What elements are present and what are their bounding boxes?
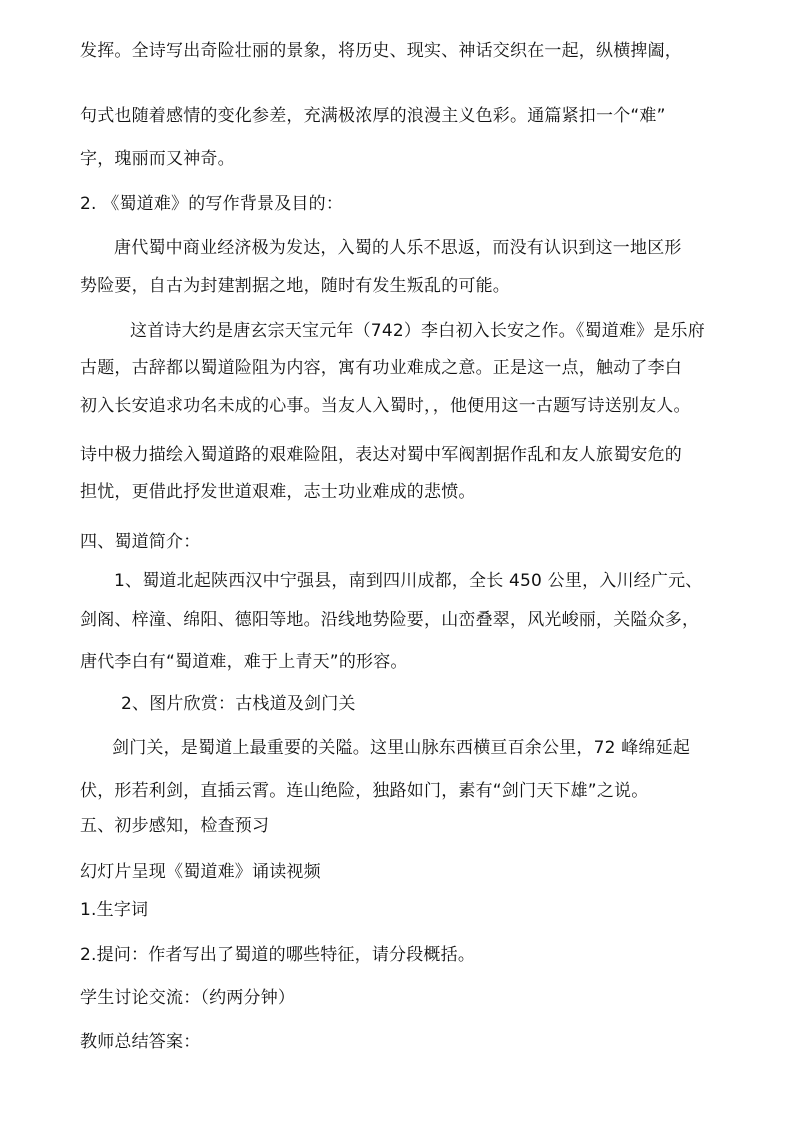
paragraph-line: 剑阁、梓潼、绵阳、德阳等地。沿线地势险要，山峦叠翠，风光峻丽，关隘众多， <box>80 610 700 630</box>
paragraph-line: 势险要，自古为封建割据之地，随时有发生叛乱的可能。 <box>80 276 510 296</box>
paragraph-line: 担忧，更借此抒发世道艰难，志士功业难成的悲愤。 <box>80 482 476 502</box>
paragraph-line: 幻灯片呈现《蜀道难》诵读视频 <box>80 862 321 882</box>
paragraph-line: 古题，古辞都以蜀道险阻为内容，寓有功业难成之意。正是这一点，触动了李白 <box>80 358 682 378</box>
paragraph-line: 发挥。全诗写出奇险壮丽的景象，将历史、现实、神话交织在一起，纵横捭阖， <box>80 41 682 61</box>
paragraph-line: 唐代李白有“蜀道难，难于上青天”的形容。 <box>80 652 408 672</box>
paragraph-line: 诗中极力描绘入蜀道路的艰难险阻，表达对蜀中军阀割据作乱和友人旅蜀安危的 <box>80 445 682 465</box>
paragraph-line: 学生讨论交流：（约两分钟） <box>80 988 296 1008</box>
paragraph-line: 初入长安追求功名未成的心事。当友人入蜀时，，他便用这一古题写诗送别友人。 <box>80 396 691 416</box>
subheading: 2、图片欣赏：古栈道及剑门关 <box>121 694 356 714</box>
paragraph-line: 教师总结答案： <box>80 1032 201 1052</box>
paragraph-line: 字，瑰丽而又神奇。 <box>80 149 235 169</box>
section-heading: 五、初步感知，检查预习 <box>80 816 270 836</box>
section-heading: 2. 《蜀道难》的写作背景及目的： <box>80 194 344 214</box>
paragraph-line: 伏，形若利剑，直插云霄。连山绝险，独路如门，素有“剑门天下雄”之说。 <box>80 781 649 801</box>
list-item: 2.提问：作者写出了蜀道的哪些特征，请分段概括。 <box>80 945 476 965</box>
paragraph-line: 句式也随着感情的变化参差，充满极浓厚的浪漫主义色彩。通篇紧扣一个“难” <box>80 106 666 126</box>
paragraph-line: 剑门关，是蜀道上最重要的关隘。这里山脉东西横亘百余公里，72 峰绵延起 <box>112 738 691 758</box>
paragraph-line: 1、蜀道北起陕西汉中宁强县，南到四川成都，全长 450 公里，入川经广元、 <box>114 571 703 591</box>
list-item: 1.生字词 <box>80 900 149 920</box>
section-heading: 四、蜀道简介： <box>80 532 201 552</box>
paragraph-line: 唐代蜀中商业经济极为发达，入蜀的人乐不思返，而没有认识到这一地区形 <box>114 238 682 258</box>
paragraph-line: 这首诗大约是唐玄宗天宝元年（742）李白初入长安之作。《蜀道难》是乐府 <box>130 321 705 341</box>
